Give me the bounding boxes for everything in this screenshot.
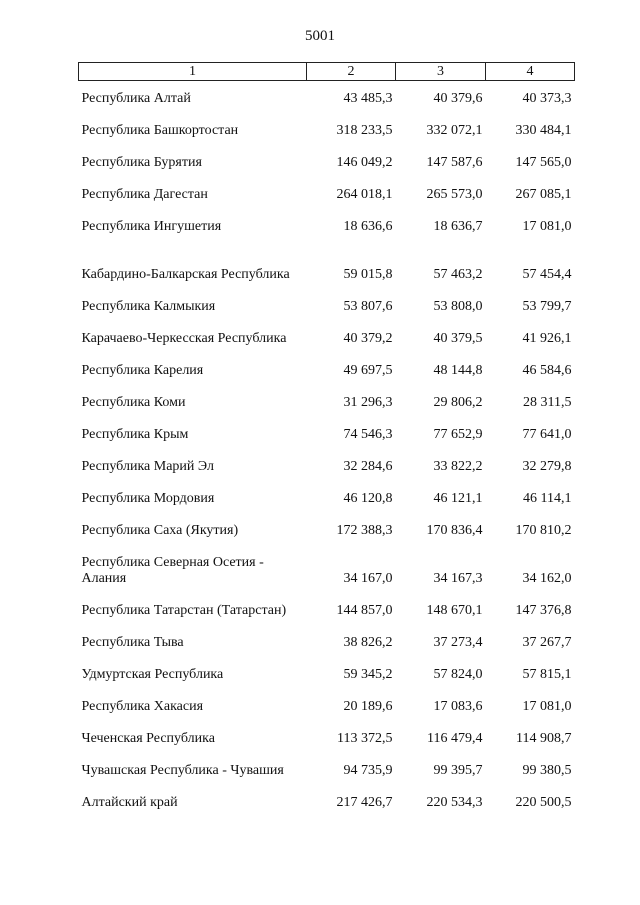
table-header xyxy=(79,63,575,81)
value-column-2-cell: 113 372,5 xyxy=(337,730,393,746)
table-row xyxy=(79,415,575,447)
table-row xyxy=(79,543,575,591)
value-column-4-cell: 34 162,0 xyxy=(522,570,572,586)
column-header-3: 3 xyxy=(396,63,486,81)
table-row xyxy=(79,207,575,239)
table-row xyxy=(79,623,575,655)
value-column-3-cell: 48 144,8 xyxy=(433,362,483,378)
value-column-3-cell: 29 806,2 xyxy=(433,394,483,410)
column-header-4: 4 xyxy=(486,63,575,81)
region-name-cell: Республика Бурятия xyxy=(81,154,202,170)
value-column-3-cell: 40 379,6 xyxy=(433,90,483,106)
value-column-4-cell: 99 380,5 xyxy=(522,762,572,778)
value-column-3-cell: 40 379,5 xyxy=(433,330,483,346)
value-column-4-cell: 17 081,0 xyxy=(522,698,572,714)
region-name-cell: Удмуртская Республика xyxy=(81,666,224,682)
value-column-3-cell: 170 836,4 xyxy=(426,522,483,538)
table-row xyxy=(79,719,575,751)
table-row xyxy=(79,111,575,143)
value-column-2-cell: 144 857,0 xyxy=(336,602,393,618)
region-name-cell: Карачаево-Черкесская Республика xyxy=(81,330,287,346)
value-column-3-cell: 46 121,1 xyxy=(433,490,483,506)
value-column-3-cell: 332 072,1 xyxy=(426,122,483,138)
region-name-cell: Республика Алтай xyxy=(81,90,191,106)
value-column-4-cell: 46 584,6 xyxy=(522,362,572,378)
value-column-2-cell: 217 426,7 xyxy=(336,794,393,810)
table-row xyxy=(79,783,575,815)
value-column-4-cell: 17 081,0 xyxy=(522,218,572,234)
value-column-2-cell: 94 735,9 xyxy=(343,762,393,778)
value-column-3-cell: 33 822,2 xyxy=(433,458,483,474)
table-row xyxy=(79,351,575,383)
table-row xyxy=(79,239,575,287)
column-header-1: 1 xyxy=(79,63,307,81)
value-column-2-cell: 318 233,5 xyxy=(336,122,393,138)
value-column-2-cell: 264 018,1 xyxy=(336,186,393,202)
value-column-2-cell: 34 167,0 xyxy=(343,570,393,586)
value-column-2-cell: 146 049,2 xyxy=(336,154,393,170)
value-column-4-cell: 32 279,8 xyxy=(522,458,572,474)
region-name-cell: Республика Татарстан (Татарстан) xyxy=(81,602,287,618)
value-column-4-cell: 46 114,1 xyxy=(523,490,572,506)
value-column-2-cell: 59 015,8 xyxy=(343,266,393,282)
value-column-2-cell: 46 120,8 xyxy=(343,490,393,506)
value-column-2-cell: 172 388,3 xyxy=(336,522,393,538)
region-name-cell: Республика Карелия xyxy=(81,362,204,378)
value-column-3-cell: 148 670,1 xyxy=(426,602,483,618)
value-column-3-cell: 57 463,2 xyxy=(433,266,483,282)
value-column-4-cell: 57 815,1 xyxy=(522,666,572,682)
value-column-3-cell: 34 167,3 xyxy=(433,570,483,586)
value-column-3-cell: 53 808,0 xyxy=(433,298,483,314)
table-row xyxy=(79,319,575,351)
table-row xyxy=(79,287,575,319)
page-number: 5001 xyxy=(305,28,335,44)
region-name-cell: Республика Саха (Якутия) xyxy=(81,522,239,538)
value-column-4-cell: 41 926,1 xyxy=(522,330,572,346)
value-column-2-cell: 20 189,6 xyxy=(343,698,393,714)
region-name-cell: Республика Северная Осетия - Алания xyxy=(81,554,264,586)
value-column-4-cell: 77 641,0 xyxy=(522,426,572,442)
budget-table xyxy=(78,62,575,815)
value-column-2-cell: 53 807,6 xyxy=(343,298,393,314)
value-column-4-cell: 57 454,4 xyxy=(522,266,572,282)
value-column-4-cell: 40 373,3 xyxy=(522,90,572,106)
region-name-cell: Республика Крым xyxy=(81,426,189,442)
value-column-3-cell: 116 479,4 xyxy=(427,730,483,746)
table-row xyxy=(79,175,575,207)
value-column-2-cell: 31 296,3 xyxy=(343,394,393,410)
value-column-2-cell: 59 345,2 xyxy=(343,666,393,682)
region-name-cell: Кабардино-Балкарская Республика xyxy=(81,266,290,282)
value-column-3-cell: 18 636,7 xyxy=(433,218,483,234)
region-name-cell: Алтайский край xyxy=(81,794,178,810)
region-name-cell: Республика Хакасия xyxy=(81,698,204,714)
value-column-3-cell: 99 395,7 xyxy=(433,762,483,778)
value-column-4-cell: 170 810,2 xyxy=(515,522,572,538)
value-column-4-cell: 28 311,5 xyxy=(523,394,572,410)
table-row xyxy=(79,687,575,719)
value-column-2-cell: 32 284,6 xyxy=(343,458,393,474)
value-column-4-cell: 53 799,7 xyxy=(522,298,572,314)
table-row xyxy=(79,751,575,783)
value-column-4-cell: 114 908,7 xyxy=(516,730,572,746)
value-column-2-cell: 18 636,6 xyxy=(343,218,393,234)
value-column-4-cell: 220 500,5 xyxy=(515,794,572,810)
value-column-3-cell: 77 652,9 xyxy=(433,426,483,442)
table-row xyxy=(79,591,575,623)
header-row xyxy=(79,63,575,81)
table-row xyxy=(79,81,575,111)
value-column-2-cell: 43 485,3 xyxy=(343,90,393,106)
region-name-cell: Чеченская Республика xyxy=(81,730,215,746)
region-name-cell: Республика Башкортостан xyxy=(81,122,239,138)
table-row xyxy=(79,479,575,511)
column-header-2: 2 xyxy=(307,63,396,81)
table-row xyxy=(79,511,575,543)
region-name-cell: Республика Дагестан xyxy=(81,186,208,202)
region-name-cell: Республика Мордовия xyxy=(81,490,215,506)
table-body xyxy=(79,81,575,815)
table-row xyxy=(79,447,575,479)
value-column-2-cell: 40 379,2 xyxy=(343,330,393,346)
value-column-4-cell: 147 376,8 xyxy=(515,602,572,618)
table-row xyxy=(79,383,575,415)
value-column-4-cell: 37 267,7 xyxy=(522,634,572,650)
value-column-3-cell: 147 587,6 xyxy=(426,154,483,170)
region-name-cell: Чувашская Республика - Чувашия xyxy=(81,762,284,778)
value-column-4-cell: 147 565,0 xyxy=(515,154,572,170)
value-column-3-cell: 265 573,0 xyxy=(426,186,483,202)
value-column-2-cell: 38 826,2 xyxy=(343,634,393,650)
value-column-4-cell: 330 484,1 xyxy=(515,122,572,138)
region-name-cell: Республика Калмыкия xyxy=(81,298,216,314)
value-column-3-cell: 57 824,0 xyxy=(433,666,483,682)
table-row xyxy=(79,655,575,687)
value-column-3-cell: 37 273,4 xyxy=(433,634,483,650)
value-column-3-cell: 17 083,6 xyxy=(433,698,483,714)
region-name-cell: Республика Марий Эл xyxy=(81,458,214,474)
value-column-3-cell: 220 534,3 xyxy=(426,794,483,810)
table-row xyxy=(79,143,575,175)
region-name-cell: Республика Ингушетия xyxy=(81,218,222,234)
value-column-4-cell: 267 085,1 xyxy=(515,186,572,202)
value-column-2-cell: 74 546,3 xyxy=(343,426,393,442)
region-name-cell: Республика Коми xyxy=(81,394,186,410)
region-name-cell: Республика Тыва xyxy=(81,634,184,650)
value-column-2-cell: 49 697,5 xyxy=(343,362,393,378)
